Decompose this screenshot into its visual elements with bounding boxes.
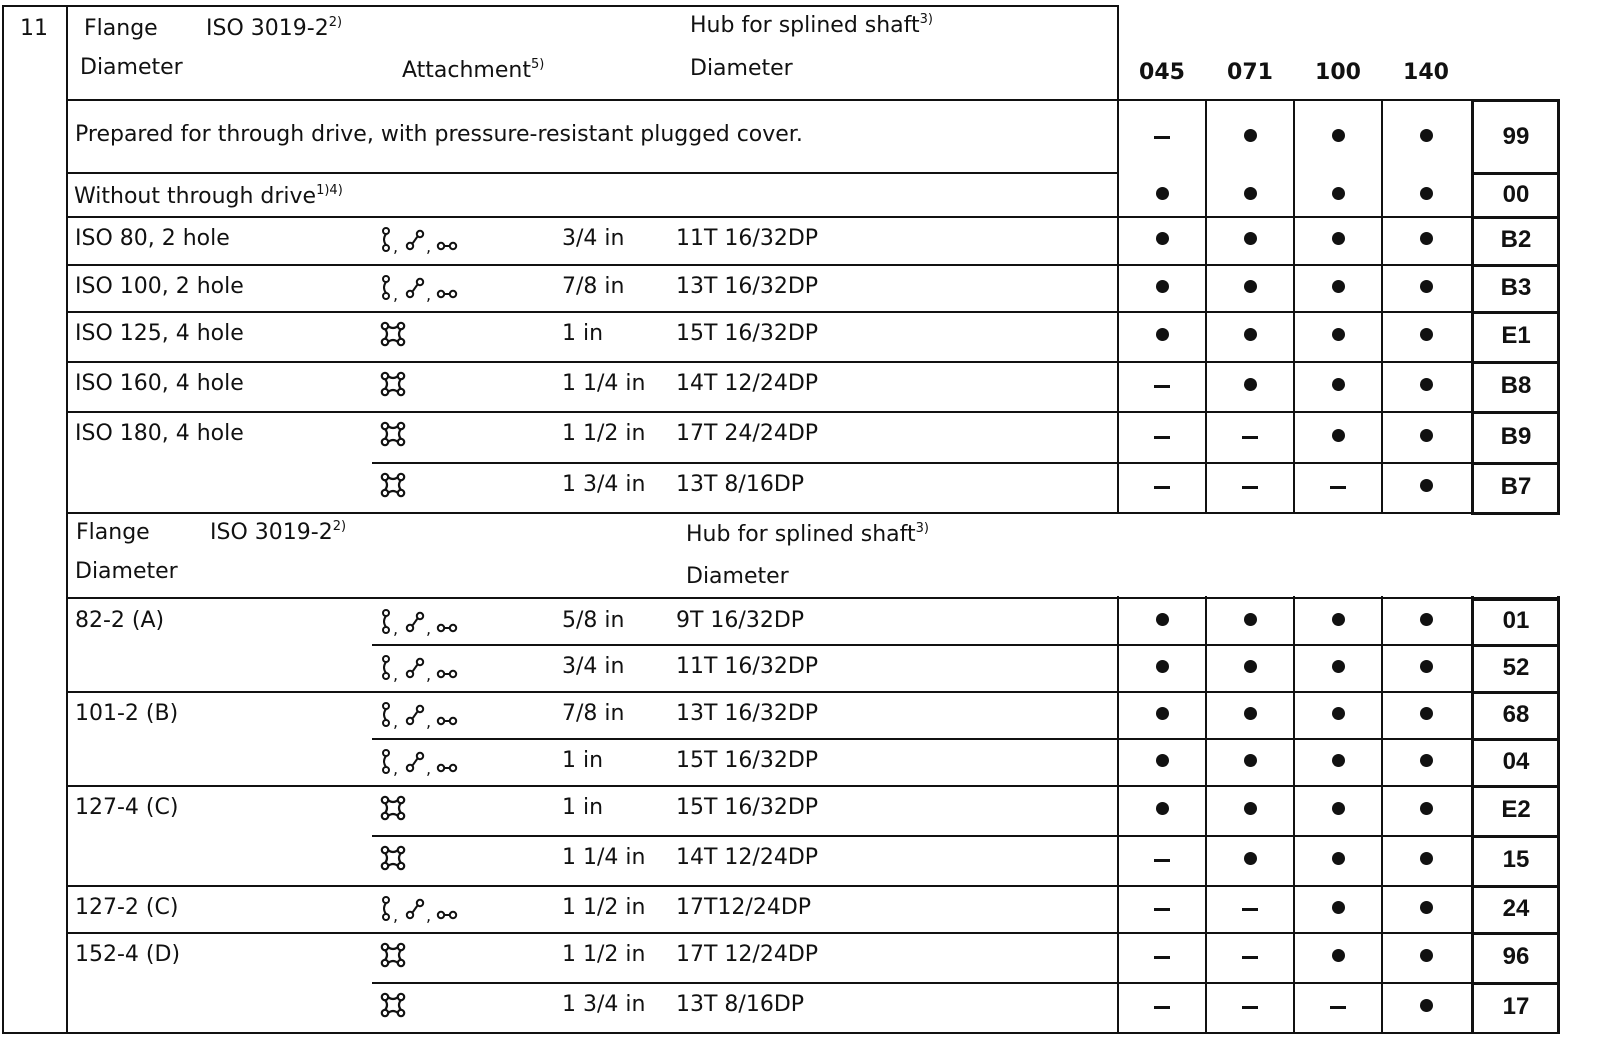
grid-line: [1471, 835, 1560, 838]
sae-rows-row-8-availability-071: [1206, 949, 1294, 965]
grid-line: [1471, 644, 1560, 647]
sae-rows-row-9-diameter: 1 3/4 in: [562, 992, 646, 1017]
sae-rows-row-8-availability-100: [1294, 949, 1382, 965]
grid-line: [66, 691, 1560, 693]
sae-rows-row-2-availability-140: [1382, 660, 1470, 676]
grid-line: [1293, 100, 1295, 512]
grid-line: [66, 785, 1560, 787]
available-dot-icon: [1420, 901, 1433, 914]
not-available-dash-icon: [1154, 859, 1170, 862]
sae-rows-row-4-hub: 15T 16/32DP: [676, 748, 819, 773]
sae-rows-row-4-availability-100: [1294, 754, 1382, 770]
section-divider: [66, 5, 68, 1034]
sae-rows-row-3-diameter: 7/8 in: [562, 701, 625, 726]
grid-line: [1471, 885, 1560, 888]
header-iso-label: ISO 3019-2$^{2)}$: [206, 15, 343, 41]
available-dot-icon: [1332, 949, 1345, 962]
sae-rows-row-9-availability-100: [1294, 999, 1382, 1015]
not-available-dash-icon: [1154, 1006, 1170, 1009]
grid-line: [372, 738, 1560, 740]
sae-rows-row-5-diameter: 1 in: [562, 795, 604, 820]
sae-rows-row-6-hub: 14T 12/24DP: [676, 845, 819, 870]
iso-rows-row-6-availability-071: [1206, 479, 1294, 495]
available-dot-icon: [1244, 802, 1257, 815]
available-dot-icon: [1156, 328, 1169, 341]
without-row-availability-071: [1206, 187, 1294, 203]
grid-line: [66, 216, 1560, 218]
sae-rows-row-8-diameter: 1 1/2 in: [562, 942, 646, 967]
two-hole-attachment-icons: [380, 701, 462, 733]
grid-line: [66, 512, 1560, 514]
sae-rows-row-5-availability-071: [1206, 802, 1294, 818]
prepared-row-availability-100: [1294, 129, 1382, 145]
iso-rows-row-4-hub: 14T 12/24DP: [676, 371, 819, 396]
sae-rows-row-9-availability-071: [1206, 999, 1294, 1015]
not-available-dash-icon: [1154, 136, 1170, 139]
iso-rows-row-2-availability-045: [1118, 280, 1206, 296]
sae-rows-row-7-diameter: 1 1/2 in: [562, 895, 646, 920]
sae-rows-row-8-availability-140: [1382, 949, 1470, 965]
not-available-dash-icon: [1154, 385, 1170, 388]
iso-rows-row-1-availability-100: [1294, 232, 1382, 248]
available-dot-icon: [1156, 754, 1169, 767]
sae-rows-row-5-availability-045: [1118, 802, 1206, 818]
available-dot-icon: [1420, 129, 1433, 142]
iso-rows-row-6-order-code: B7: [1500, 473, 1532, 500]
iso-rows-row-4-availability-140: [1382, 378, 1470, 394]
mid-header-iso-label: ISO 3019-2$^{2)}$: [210, 519, 347, 545]
grid-line: [1557, 596, 1560, 1034]
iso-rows-row-1-flange: ISO 80, 2 hole: [75, 226, 230, 251]
svg-text:,: ,: [426, 906, 432, 923]
svg-text:,: ,: [393, 759, 399, 776]
available-dot-icon: [1156, 802, 1169, 815]
available-dot-icon: [1332, 280, 1345, 293]
iso-rows-row-6-availability-140: [1382, 479, 1470, 495]
available-dot-icon: [1244, 613, 1257, 626]
sae-rows-row-3-hub: 13T 16/32DP: [676, 701, 819, 726]
iso-rows-row-4-diameter: 1 1/4 in: [562, 371, 646, 396]
iso-rows-row-3-availability-140: [1382, 328, 1470, 344]
sae-rows-row-4-availability-140: [1382, 754, 1470, 770]
grid-line: [1381, 100, 1383, 512]
iso-rows-row-5-diameter: 1 1/2 in: [562, 421, 646, 446]
grid-line: [1471, 361, 1560, 364]
iso-rows-row-5-availability-100: [1294, 429, 1382, 445]
header-diameter-left: Diameter: [80, 55, 183, 80]
sae-rows-row-5-availability-140: [1382, 802, 1470, 818]
available-dot-icon: [1420, 429, 1433, 442]
available-dot-icon: [1156, 613, 1169, 626]
not-available-dash-icon: [1242, 486, 1258, 489]
sae-rows-row-9-order-code: 17: [1502, 993, 1530, 1020]
sae-rows-row-5-hub: 15T 16/32DP: [676, 795, 819, 820]
grid-line: [1471, 598, 1560, 601]
sae-rows-row-6-diameter: 1 1/4 in: [562, 845, 646, 870]
available-dot-icon: [1244, 660, 1257, 673]
grid-line: [1471, 738, 1560, 741]
available-dot-icon: [1420, 852, 1433, 865]
sae-rows-row-1-availability-140: [1382, 613, 1470, 629]
grid-line: [1117, 5, 1119, 512]
grid-line: [1471, 596, 1474, 1034]
sae-rows-row-4-availability-045: [1118, 754, 1206, 770]
sae-rows-row-8-order-code: 96: [1502, 943, 1530, 970]
iso-rows-row-2-flange: ISO 100, 2 hole: [75, 274, 244, 299]
grid-line: [1471, 932, 1560, 935]
grid-line: [372, 835, 1560, 837]
available-dot-icon: [1244, 707, 1257, 720]
grid-line: [66, 361, 1560, 363]
iso-rows-row-4-availability-100: [1294, 378, 1382, 394]
sae-rows-row-2-hub: 11T 16/32DP: [676, 654, 819, 679]
sae-rows-row-3-availability-140: [1382, 707, 1470, 723]
sae-rows-row-6-availability-071: [1206, 852, 1294, 868]
available-dot-icon: [1332, 378, 1345, 391]
iso-rows-row-1-order-code: B2: [1500, 226, 1532, 253]
sae-rows-row-6-availability-045: [1118, 852, 1206, 868]
sae-rows-row-2-availability-045: [1118, 660, 1206, 676]
grid-line: [1471, 264, 1560, 267]
iso-rows-row-3-order-code: E1: [1501, 322, 1531, 349]
iso-rows-row-6-diameter: 1 3/4 in: [562, 472, 646, 497]
sae-rows-row-2-diameter: 3/4 in: [562, 654, 625, 679]
iso-rows-row-5-flange: ISO 180, 4 hole: [75, 421, 244, 446]
available-dot-icon: [1420, 328, 1433, 341]
outer-left-border: [2, 5, 4, 1034]
grid-line: [1471, 785, 1560, 788]
not-available-dash-icon: [1154, 908, 1170, 911]
grid-line: [66, 264, 1560, 266]
grid-line: [1205, 596, 1207, 1034]
iso-rows-row-6-hub: 13T 8/16DP: [676, 472, 805, 497]
size-045: 045: [1139, 60, 1185, 85]
available-dot-icon: [1332, 187, 1345, 200]
not-available-dash-icon: [1154, 956, 1170, 959]
available-dot-icon: [1332, 232, 1345, 245]
mid-header-hub-label: Hub for splined shaft$^{3)}$: [686, 521, 929, 547]
sae-rows-row-1-availability-045: [1118, 613, 1206, 629]
iso-rows-row-2-order-code: B3: [1500, 273, 1532, 301]
iso-rows-row-4-availability-071: [1206, 378, 1294, 394]
iso-rows-row-3-availability-100: [1294, 328, 1382, 344]
iso-rows-row-3-flange: ISO 125, 4 hole: [75, 321, 244, 346]
iso-rows-row-4-flange: ISO 160, 4 hole: [75, 371, 244, 396]
four-hole-attachment-icon: [380, 421, 406, 451]
mid-header-flange-label: Flange: [76, 520, 150, 545]
available-dot-icon: [1244, 328, 1257, 341]
sae-rows-row-8-availability-045: [1118, 949, 1206, 965]
available-dot-icon: [1156, 232, 1169, 245]
sae-rows-row-3-flange: 101-2 (B): [75, 701, 179, 726]
two-hole-attachment-icons: [380, 608, 462, 640]
available-dot-icon: [1420, 802, 1433, 815]
sae-rows-row-1-availability-071: [1206, 613, 1294, 629]
sae-rows-row-2-order-code: 52: [1502, 653, 1530, 681]
not-available-dash-icon: [1154, 436, 1170, 439]
sae-rows-row-7-flange: 127-2 (C): [75, 895, 179, 920]
four-hole-attachment-icon: [380, 942, 406, 972]
sae-rows-row-7-availability-045: [1118, 901, 1206, 917]
grid-line: [1205, 100, 1207, 512]
four-hole-attachment-icon: [380, 845, 406, 875]
sae-rows-row-7-availability-140: [1382, 901, 1470, 917]
not-available-dash-icon: [1242, 908, 1258, 911]
available-dot-icon: [1156, 707, 1169, 720]
sae-rows-row-5-flange: 127-4 (C): [75, 795, 179, 820]
grid-line: [1471, 512, 1560, 515]
four-hole-attachment-icon: [380, 472, 406, 502]
grid-line: [1471, 99, 1560, 102]
iso-rows-row-2-availability-100: [1294, 280, 1382, 296]
iso-rows-row-5-availability-140: [1382, 429, 1470, 445]
grid-line: [1293, 596, 1295, 1034]
prepared-row-order-code: 99: [1502, 123, 1530, 150]
iso-rows-row-2-hub: 13T 16/32DP: [676, 274, 819, 299]
svg-text:,: ,: [426, 759, 432, 776]
available-dot-icon: [1420, 613, 1433, 626]
sae-rows-row-9-hub: 13T 8/16DP: [676, 992, 805, 1017]
sae-rows-row-5-availability-100: [1294, 802, 1382, 818]
sae-rows-row-1-hub: 9T 16/32DP: [676, 608, 805, 633]
svg-text:,: ,: [393, 237, 399, 254]
grid-line: [1381, 596, 1383, 1034]
without-row-availability-140: [1382, 187, 1470, 203]
iso-rows-row-6-availability-045: [1118, 479, 1206, 495]
grid-line: [1471, 172, 1560, 175]
outer-bottom-border: [2, 1032, 1560, 1034]
available-dot-icon: [1420, 707, 1433, 720]
section-number: 11: [20, 16, 48, 41]
iso-rows-row-1-hub: 11T 16/32DP: [676, 226, 819, 251]
grid-line: [66, 411, 1560, 413]
prepared-row-availability-071: [1206, 129, 1294, 145]
sae-rows-row-3-availability-100: [1294, 707, 1382, 723]
grid-line: [1471, 100, 1474, 512]
sae-rows-row-4-diameter: 1 in: [562, 748, 604, 773]
available-dot-icon: [1156, 280, 1169, 293]
iso-rows-row-3-availability-045: [1118, 328, 1206, 344]
two-hole-attachment-icons: [380, 895, 462, 927]
sae-rows-row-3-availability-071: [1206, 707, 1294, 723]
iso-rows-row-3-availability-071: [1206, 328, 1294, 344]
svg-text:,: ,: [426, 712, 432, 729]
size-100: 100: [1315, 60, 1361, 85]
svg-text:,: ,: [393, 906, 399, 923]
available-dot-icon: [1420, 232, 1433, 245]
available-dot-icon: [1332, 852, 1345, 865]
prepared-row-availability-140: [1382, 129, 1470, 145]
sae-rows-row-1-flange: 82-2 (A): [75, 608, 165, 633]
svg-text:,: ,: [393, 285, 399, 302]
four-hole-attachment-icon: [380, 992, 406, 1022]
prepared-row-text: Prepared for through drive, with pressure-resistant plugged cover.: [75, 122, 803, 147]
svg-text:,: ,: [393, 712, 399, 729]
available-dot-icon: [1420, 754, 1433, 767]
available-dot-icon: [1156, 660, 1169, 673]
svg-text:,: ,: [426, 237, 432, 254]
sae-rows-row-1-order-code: 01: [1502, 607, 1530, 634]
available-dot-icon: [1244, 378, 1257, 391]
sae-rows-row-7-hub: 17T12/24DP: [676, 895, 812, 920]
available-dot-icon: [1332, 901, 1345, 914]
without-row-text: Without through drive$^{1)4)}$: [74, 183, 343, 209]
svg-text:,: ,: [426, 619, 432, 636]
mid-header-diameter-left: Diameter: [75, 559, 178, 584]
svg-text:,: ,: [393, 619, 399, 636]
iso-rows-row-5-hub: 17T 24/24DP: [676, 421, 819, 446]
outer-top-border: [2, 5, 1118, 7]
grid-line: [1471, 311, 1560, 314]
two-hole-attachment-icons: [380, 654, 462, 686]
iso-rows-row-2-diameter: 7/8 in: [562, 274, 625, 299]
size-071: 071: [1227, 60, 1273, 85]
sae-rows-row-7-order-code: 24: [1502, 894, 1530, 922]
sae-rows-row-2-availability-100: [1294, 660, 1382, 676]
grid-line: [1471, 462, 1560, 465]
available-dot-icon: [1244, 852, 1257, 865]
available-dot-icon: [1244, 280, 1257, 293]
grid-line: [66, 597, 1560, 599]
grid-line: [372, 462, 1560, 464]
iso-rows-row-3-hub: 15T 16/32DP: [676, 321, 819, 346]
header-diameter-right: Diameter: [690, 56, 793, 81]
sae-rows-row-8-flange: 152-4 (D): [75, 942, 181, 967]
sae-rows-row-4-order-code: 04: [1502, 747, 1530, 775]
header-attachment-label: Attachment$^{5)}$: [402, 57, 545, 83]
not-available-dash-icon: [1330, 486, 1346, 489]
available-dot-icon: [1420, 660, 1433, 673]
without-row-availability-100: [1294, 187, 1382, 203]
iso-rows-row-6-availability-100: [1294, 479, 1382, 495]
not-available-dash-icon: [1330, 1006, 1346, 1009]
available-dot-icon: [1332, 613, 1345, 626]
four-hole-attachment-icon: [380, 795, 406, 825]
iso-rows-row-1-availability-140: [1382, 232, 1470, 248]
iso-rows-row-1-availability-045: [1118, 232, 1206, 248]
grid-line: [66, 311, 1560, 313]
sae-rows-row-7-availability-100: [1294, 901, 1382, 917]
available-dot-icon: [1244, 754, 1257, 767]
iso-rows-row-3-diameter: 1 in: [562, 321, 604, 346]
sae-rows-row-9-availability-045: [1118, 999, 1206, 1015]
available-dot-icon: [1332, 328, 1345, 341]
sae-rows-row-3-availability-045: [1118, 707, 1206, 723]
grid-line: [66, 885, 1560, 887]
not-available-dash-icon: [1242, 436, 1258, 439]
grid-line: [372, 644, 1560, 646]
grid-line: [1471, 411, 1560, 414]
iso-rows-row-1-availability-071: [1206, 232, 1294, 248]
iso-rows-row-5-order-code: B9: [1500, 422, 1532, 450]
available-dot-icon: [1420, 280, 1433, 293]
available-dot-icon: [1332, 754, 1345, 767]
not-available-dash-icon: [1242, 1006, 1258, 1009]
sae-rows-row-4-availability-071: [1206, 754, 1294, 770]
sae-rows-row-1-diameter: 5/8 in: [562, 608, 625, 633]
sae-rows-row-6-availability-100: [1294, 852, 1382, 868]
not-available-dash-icon: [1154, 486, 1170, 489]
available-dot-icon: [1332, 129, 1345, 142]
available-dot-icon: [1244, 232, 1257, 245]
two-hole-attachment-icons: [380, 226, 462, 258]
grid-line: [1471, 982, 1560, 985]
available-dot-icon: [1156, 187, 1169, 200]
grid-line: [66, 932, 1560, 934]
sae-rows-row-6-availability-140: [1382, 852, 1470, 868]
iso-rows-row-2-availability-071: [1206, 280, 1294, 296]
available-dot-icon: [1420, 949, 1433, 962]
available-dot-icon: [1332, 660, 1345, 673]
sae-rows-row-1-availability-100: [1294, 613, 1382, 629]
four-hole-attachment-icon: [380, 321, 406, 351]
grid-line: [66, 172, 1118, 174]
sae-rows-row-6-order-code: 15: [1502, 846, 1530, 873]
without-row-availability-045: [1118, 187, 1206, 203]
not-available-dash-icon: [1242, 956, 1258, 959]
sae-rows-row-2-availability-071: [1206, 660, 1294, 676]
header-flange-label: Flange: [84, 16, 158, 41]
available-dot-icon: [1420, 187, 1433, 200]
sae-rows-row-3-order-code: 68: [1502, 700, 1530, 728]
sae-rows-row-5-order-code: E2: [1501, 796, 1531, 823]
iso-rows-row-4-order-code: B8: [1500, 372, 1532, 399]
iso-rows-row-4-availability-045: [1118, 378, 1206, 394]
available-dot-icon: [1332, 707, 1345, 720]
iso-rows-row-5-availability-045: [1118, 429, 1206, 445]
grid-line: [1117, 596, 1119, 1034]
grid-line: [1557, 100, 1560, 512]
available-dot-icon: [1420, 479, 1433, 492]
header-hub-label: Hub for splined shaft$^{3)}$: [690, 12, 933, 38]
available-dot-icon: [1420, 378, 1433, 391]
svg-text:,: ,: [426, 285, 432, 302]
grid-line: [372, 982, 1560, 984]
grid-line: [1471, 691, 1560, 694]
size-140: 140: [1403, 60, 1449, 85]
iso-rows-row-2-availability-140: [1382, 280, 1470, 296]
two-hole-attachment-icons: [380, 274, 462, 306]
prepared-row-availability-045: [1118, 129, 1206, 145]
sae-rows-row-8-hub: 17T 12/24DP: [676, 942, 819, 967]
iso-rows-row-1-diameter: 3/4 in: [562, 226, 625, 251]
svg-text:,: ,: [393, 665, 399, 682]
svg-text:,: ,: [426, 665, 432, 682]
available-dot-icon: [1332, 802, 1345, 815]
grid-line: [66, 99, 1560, 101]
available-dot-icon: [1332, 429, 1345, 442]
sae-rows-row-9-availability-140: [1382, 999, 1470, 1015]
available-dot-icon: [1244, 129, 1257, 142]
four-hole-attachment-icon: [380, 371, 406, 401]
sae-rows-row-7-availability-071: [1206, 901, 1294, 917]
available-dot-icon: [1420, 999, 1433, 1012]
mid-header-diameter-right: Diameter: [686, 564, 789, 589]
available-dot-icon: [1244, 187, 1257, 200]
iso-rows-row-5-availability-071: [1206, 429, 1294, 445]
two-hole-attachment-icons: [380, 748, 462, 780]
without-row-order-code: 00: [1502, 181, 1530, 208]
grid-line: [1471, 216, 1560, 219]
